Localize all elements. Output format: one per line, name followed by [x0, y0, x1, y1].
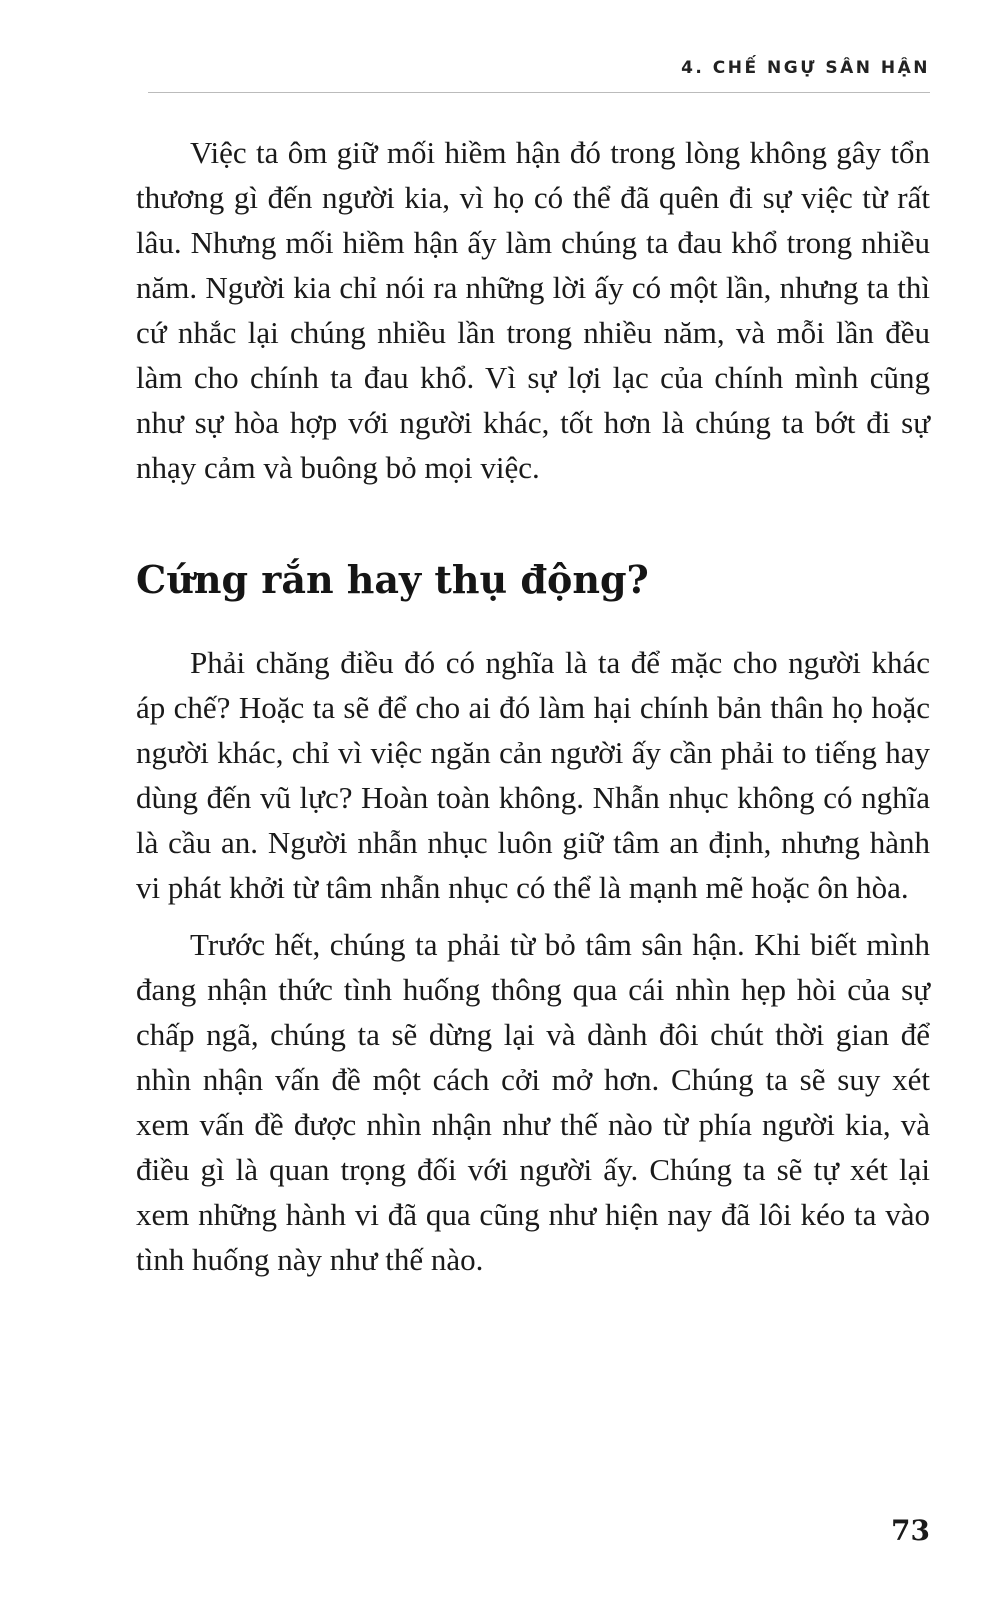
body-paragraph-1: Việc ta ôm giữ mối hiềm hận đó trong lòng không gây tổn thương gì đến người kia, vì họ có thể đã quên đi sự việc từ rất lâu. Nhưng mối hiềm hận ấy làm chúng ta đau khổ trong nhiều năm. Người kia chỉ nói ra những lời ấy có một lần, nhưng ta thì cứ nhắc lại chúng nhiều lần trong nhiều năm, và mỗi lần đều làm cho chính ta đau khổ. Vì sự lợi lạc của chính mình cũng như sự hòa hợp với người khác, tốt hơn là chúng ta bớt đi sự nhạy cảm và buông bỏ mọi việc.: [136, 135, 930, 485]
running-header-title: 4. CHẾ NGỰ SÂN HẬN: [681, 58, 930, 78]
body-paragraph-2: Phải chăng điều đó có nghĩa là ta để mặc cho người khác áp chế? Hoặc ta sẽ để cho ai đó làm hại chính bản thân họ hoặc người khác, chỉ vì việc ngăn cản người ấy cần phải to tiếng hay dùng đến vũ lực? Hoàn toàn không. Nhẫn nhục không có nghĩa là cầu an. Người nhẫn nhục luôn giữ tâm an định, nhưng hành vi phát khởi từ tâm nhẫn nhục có thể là mạnh mẽ hoặc ôn hòa.: [136, 645, 930, 905]
page-number: 73: [891, 1514, 930, 1547]
header-divider: [148, 92, 930, 93]
body-paragraph-3: Trước hết, chúng ta phải từ bỏ tâm sân hận. Khi biết mình đang nhận thức tình huống thông qua cái nhìn hẹp hòi của sự chấp ngã, chúng ta sẽ dừng lại và dành đôi chút thời gian để nhìn nhận vấn đề một cách cởi mở hơn. Chúng ta sẽ suy xét xem vấn đề được nhìn nhận như thế nào từ phía người kia, và điều gì là quan trọng đối với người ấy. Chúng ta sẽ tự xét lại xem những hành vi đã qua cũng như hiện nay đã lôi kéo ta vào tình huống này như thế nào.: [136, 927, 930, 1277]
page-body: [136, 130, 930, 1282]
section-heading: Cứng rắn hay thụ động?: [136, 557, 649, 602]
